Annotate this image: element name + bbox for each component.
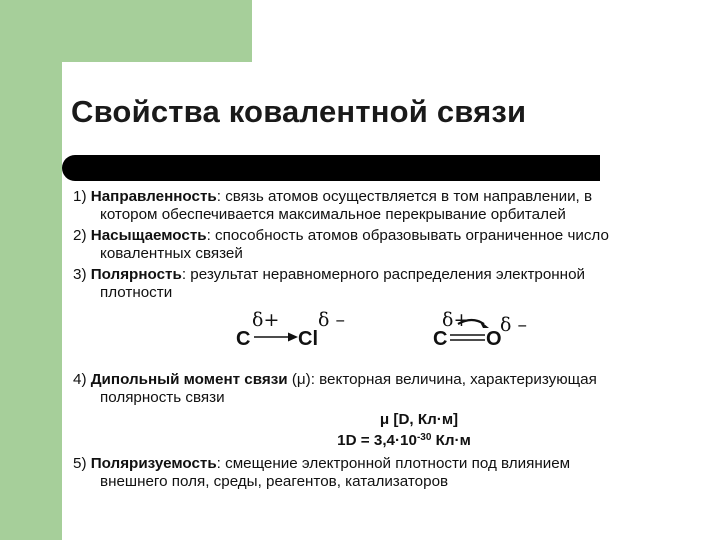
item-4-desc: векторная величина, характеризующая xyxy=(314,371,597,388)
chem2-atom-o: O xyxy=(486,328,502,350)
chem2-delta-plus: δ+ xyxy=(442,309,470,331)
chem2-atom-c: C xyxy=(433,328,448,350)
slide-title: Свойства ковалентной связи xyxy=(71,94,527,129)
item-4-term: Дипольный момент связи xyxy=(90,371,288,388)
item-1 xyxy=(73,188,713,206)
item-3 xyxy=(73,266,713,284)
item-1-cont: котором обеспечивается максимальное перекрывание орбиталей xyxy=(100,206,566,223)
item-5-term: Поляризуемость xyxy=(90,455,217,472)
item-3-desc: результат неравномерного распределения электронной xyxy=(186,266,585,283)
item-2-desc: способность атомов образовывать ограниченное число xyxy=(210,227,609,244)
item-3-term: Полярность xyxy=(90,266,182,283)
item-5-desc: смещение электронной плотности под влиянием xyxy=(220,455,571,472)
chem2-delta-minus: δ – xyxy=(500,314,527,336)
title-divider xyxy=(62,155,600,181)
item-5-colon: : xyxy=(216,455,221,472)
item-2-cont: ковалентных связей xyxy=(100,245,243,262)
formula-conversion xyxy=(73,432,720,450)
item-4-num: 4) xyxy=(73,371,91,388)
chem1-delta-minus: δ – xyxy=(318,309,345,331)
item-2-colon: : xyxy=(206,227,211,244)
item-3-colon: : xyxy=(181,266,187,283)
item-1-num: 1) xyxy=(73,188,91,205)
item-3-num: 3) xyxy=(73,266,91,283)
item-5 xyxy=(73,455,713,473)
formula-conversion-suffix: Кл·м xyxy=(431,432,471,449)
item-5-cont: внешнего поля, среды, реагентов, катализаторов xyxy=(100,473,449,490)
formula-conversion-exp: -30 xyxy=(416,432,432,443)
item-2 xyxy=(73,227,713,245)
decor-green-left xyxy=(0,0,62,540)
item-2-num: 2) xyxy=(73,227,91,244)
chem1-atom-cl: Cl xyxy=(298,328,318,350)
item-1-colon: : xyxy=(216,188,221,205)
chem2-double-bond-arrow-icon xyxy=(448,312,498,346)
item-5-num: 5) xyxy=(73,455,91,472)
item-4-term-suffix: (μ) xyxy=(287,371,311,388)
formula-conversion-prefix: 1D = 3,4·10 xyxy=(337,432,417,449)
item-4-colon: : xyxy=(310,371,315,388)
chem1-atom-c: C xyxy=(236,328,251,350)
item-1-desc: связь атомов осуществляется в том направлении, в xyxy=(220,188,593,205)
item-4 xyxy=(73,371,713,389)
item-4-cont: полярность связи xyxy=(100,389,225,406)
item-3-cont: плотности xyxy=(100,284,173,301)
item-2-term: Насыщаемость xyxy=(90,227,207,244)
chem1-bond-arrow-icon xyxy=(252,330,302,344)
chem1-delta-plus: δ+ xyxy=(252,309,280,331)
formula-units: μ [D, Кл·м] xyxy=(379,411,459,428)
item-1-term: Направленность xyxy=(90,188,217,205)
